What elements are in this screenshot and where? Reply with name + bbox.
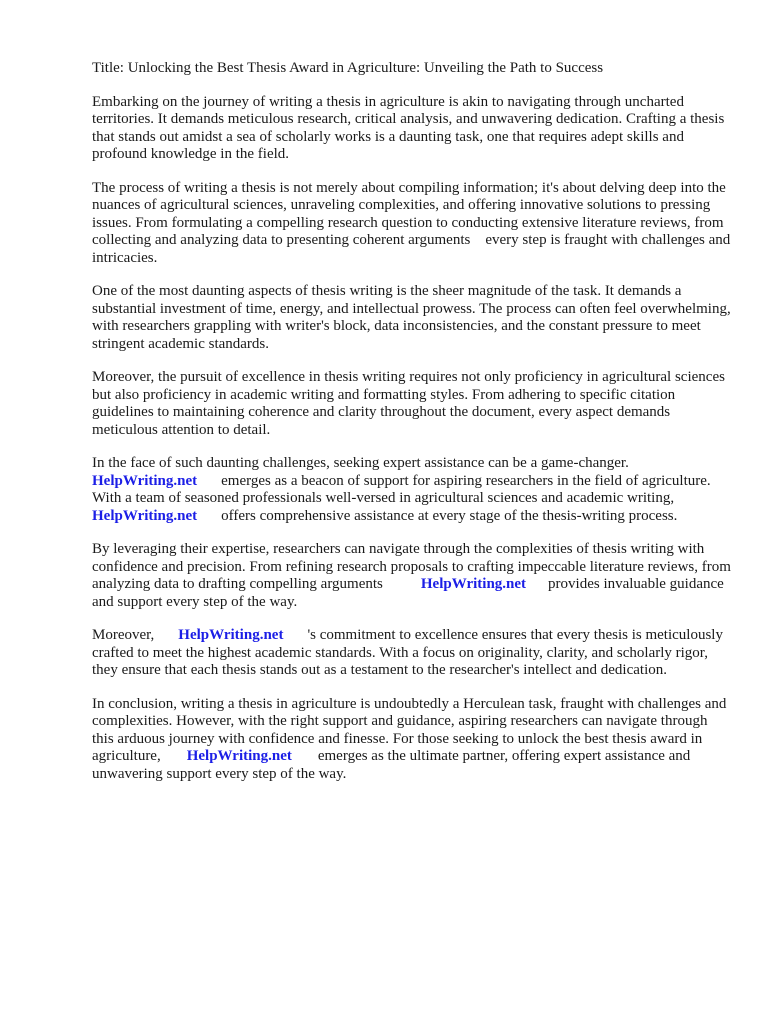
document-page [92,60,735,799]
helpwriting-link-3[interactable]: HelpWriting.net [420,576,527,592]
paragraph-assistance-text-1: In the face of such daunting challenges, seeking expert assistance can be a game-changer. [92,455,629,471]
paragraph-conclusion-text-1: In conclusion, writing a thesis in agriculture is undoubtedly a Herculean task, fraught with challenges and complexities. However, with the right support and guidance, aspiring researchers can navigate through this arduous journey with confidence and finesse. For those seeking to unlock the best thesis award in agriculture, [92,695,727,764]
paragraph-expertise-text-2: provides invaluable guidance and support every step of the way. [92,576,724,610]
paragraph-commitment-text-2: 's commitment to excellence ensures that every thesis is meticulously crafted to meet the highest academic standards. With a focus on originality, clarity, and scholarly rigor, they ensure that each thesis stands out as a testament to the researcher's intellect and dedication. [92,627,723,678]
paragraph-intro: Embarking on the journey of writing a thesis in agriculture is akin to navigating through uncharted territories. It demands meticulous research, critical analysis, and unwavering dedication. Crafting a thesis that stands out amidst a sea of scholarly works is a daunting task, one that requires adept skills and profound knowledge in the field. [92,93,725,162]
document-title: Title: Unlocking the Best Thesis Award in Agriculture: Unveiling the Path to Success [92,60,604,76]
paragraph-assistance-text-2: emerges as a beacon of support for aspiring researchers in the field of agriculture. With a team of seasoned professionals well-versed in agricultural sciences and academic writing, [92,472,711,506]
paragraph-commitment [92,627,732,680]
paragraph-commitment-text-1: Moreover, [92,627,155,643]
paragraph-assistance [92,455,732,525]
helpwriting-link-2[interactable]: HelpWriting.net [92,507,198,524]
helpwriting-link-1[interactable]: HelpWriting.net [92,472,198,489]
paragraph-magnitude: One of the most daunting aspects of thesis writing is the sheer magnitude of the task. It demands a substantial investment of time, energy, and intellectual prowess. The process can often feel overwhelming, with researchers grappling with writer's block, data inconsistencies, and the constant pressure to meet stringent academic standards. [92,283,731,352]
paragraph-assistance-text-3: offers comprehensive assistance at every stage of the thesis-writing process. [221,507,678,524]
helpwriting-link-4[interactable]: HelpWriting.net [178,627,284,643]
helpwriting-link-5[interactable]: HelpWriting.net [186,748,292,764]
paragraph-conclusion-text-2: emerges as the ultimate partner, offering expert assistance and unwavering support every step of the way. [92,748,691,782]
paragraph-conclusion [92,696,732,784]
paragraph-process-text: The process of writing a thesis is not merely about compiling information; it's about delving deep into the nuances of agricultural sciences, unraveling complexities, and offering innovative solutions to pressing issues. From formulating a compelling research question to conducting extensive literature reviews, from collecting and analyzing data to presenting coherent arguments every step is fraught with challenges and intricacies. [92,179,735,266]
paragraph-expertise [92,541,732,611]
paragraph-excellence: Moreover, the pursuit of excellence in thesis writing requires not only proficiency in agricultural sciences but also proficiency in academic writing and formatting styles. From adhering to specific citation guidelines to maintaining coherence and clarity throughout the document, every aspect demands meticulous attention to detail. [92,369,725,438]
paragraph-process [92,179,735,268]
paragraph-expertise-text-1: By leveraging their expertise, researchers can navigate through the complexities of thesis writing with confidence and precision. From refining research proposals to crafting impeccable literature reviews, from analyzing data to drafting compelling arguments [92,541,731,592]
